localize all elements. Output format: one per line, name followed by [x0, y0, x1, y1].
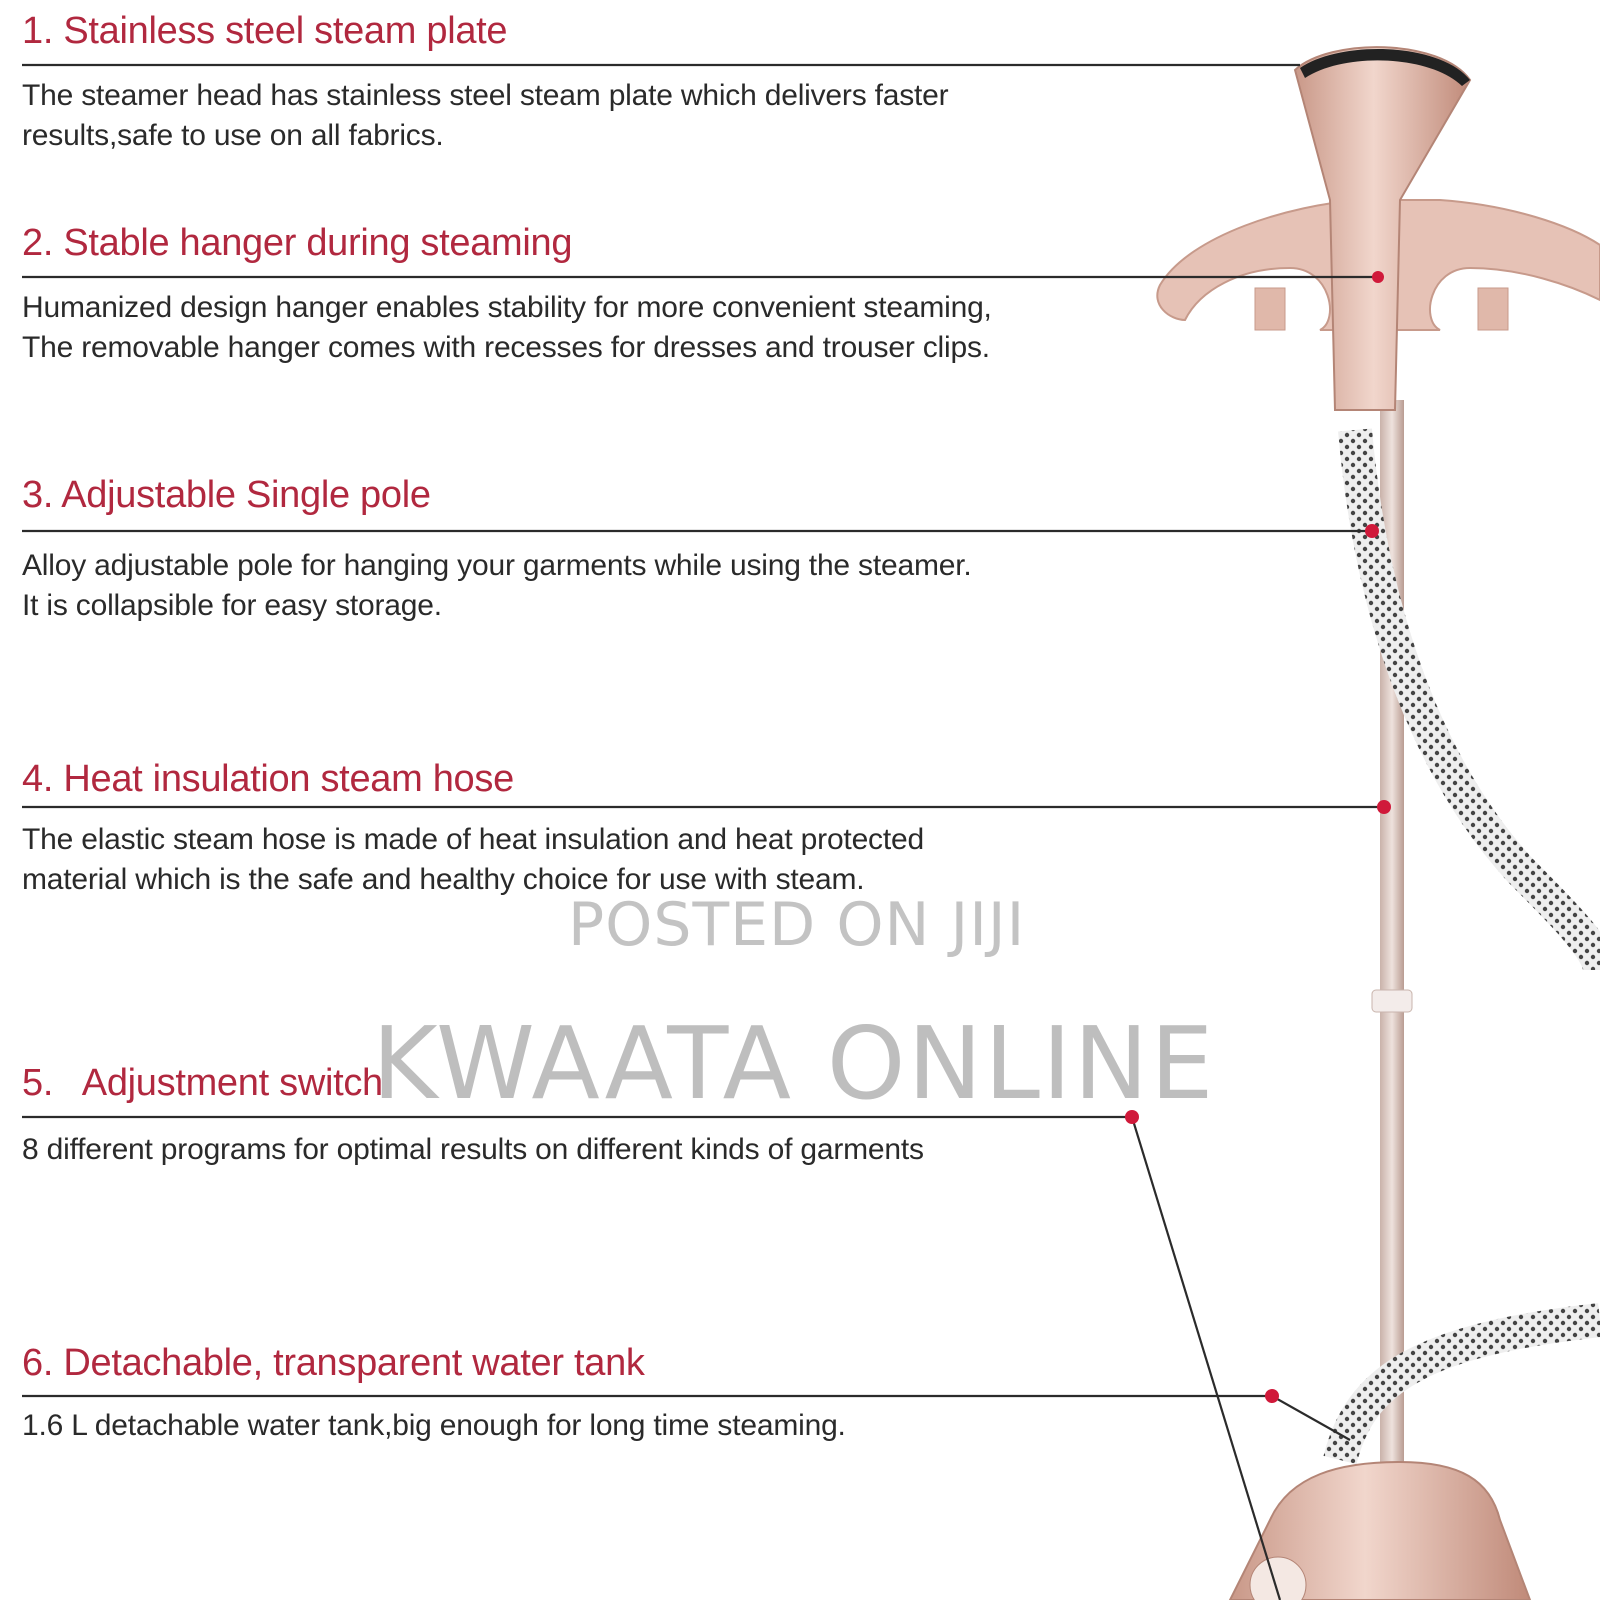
feature-3-description: [22, 546, 972, 626]
feature-2-line-2: The removable hanger comes with recesses for dresses and trouser clips.: [22, 331, 990, 364]
feature-6-description: [22, 1406, 846, 1446]
steam-hose-lower: [1340, 1320, 1600, 1460]
feature-3-line-2: It is collapsible for easy storage.: [22, 589, 442, 622]
hanger-clip-left: [1255, 288, 1285, 330]
feature-1-title: 1. Stainless steel steam plate: [22, 10, 508, 52]
feature-4-line-2: material which is the safe and healthy choice for use with steam.: [22, 863, 865, 896]
feature-1-line-1: The steamer head has stainless steel steam plate which delivers faster: [22, 79, 949, 112]
feature-5-title: 5. Adjustment switch: [22, 1062, 383, 1104]
feature-5-description: [22, 1130, 924, 1170]
feature-6-title: 6. Detachable, transparent water tank: [22, 1342, 645, 1384]
pole-clip-icon: [1372, 990, 1412, 1012]
feature-2-description: [22, 288, 992, 368]
feature-5-line-1: 8 different programs for optimal results on different kinds of garments: [22, 1133, 924, 1166]
feature-4-line-1: The elastic steam hose is made of heat insulation and heat protected: [22, 823, 924, 856]
feature-1-description: [22, 76, 948, 156]
watermark-seller: KWAATA ONLINE: [372, 1005, 1216, 1122]
feature-3-title: 3. Adjustable Single pole: [22, 474, 431, 516]
feature-2-title: 2. Stable hanger during steaming: [22, 222, 573, 264]
watermark-posted-on: POSTED ON JIJI: [568, 890, 1026, 960]
feature-4-description: [22, 820, 924, 900]
feature-2-line-1: Humanized design hanger enables stability for more convenient steaming,: [22, 291, 992, 324]
feature-3-line-1: Alloy adjustable pole for hanging your garments while using the steamer.: [22, 549, 972, 582]
hanger-clip-right: [1478, 288, 1508, 330]
feature-4-title: 4. Heat insulation steam hose: [22, 758, 514, 800]
feature-1-line-2: results,safe to use on all fabrics.: [22, 119, 444, 152]
feature-6-line-1: 1.6 L detachable water tank,big enough for long time steaming.: [22, 1409, 846, 1442]
